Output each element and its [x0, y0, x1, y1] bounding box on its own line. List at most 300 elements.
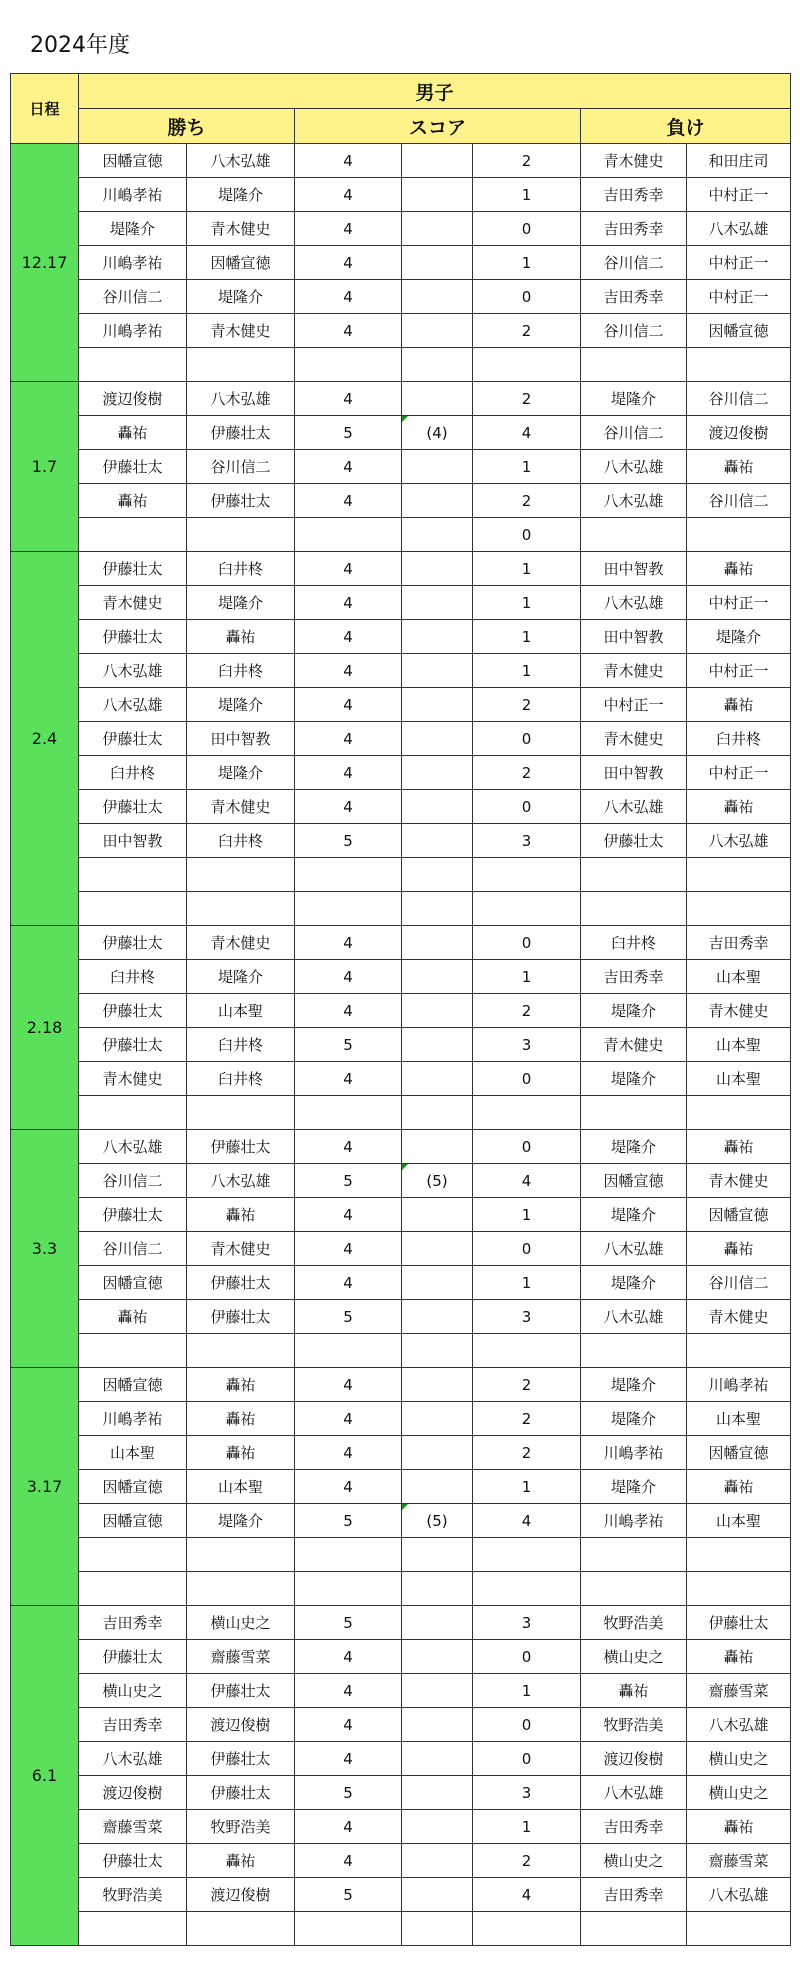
session-date: 12.17 [11, 144, 79, 382]
match-row [11, 450, 791, 484]
loser-1-cell: 堤隆介 [581, 1266, 687, 1300]
score-winner-cell: 4 [295, 756, 402, 790]
score-winner-cell: 4 [295, 178, 402, 212]
winner-2-cell: 伊藤壮太 [187, 416, 295, 450]
loser-1-cell [581, 858, 687, 892]
score-winner-cell: 5 [295, 1028, 402, 1062]
score-loser-cell: 4 [473, 1878, 581, 1912]
match-row [11, 178, 791, 212]
match-row [11, 1606, 791, 1640]
score-extra-cell [402, 280, 473, 314]
loser-2-cell: 青木健史 [687, 1164, 791, 1198]
winner-2-cell: 青木健史 [187, 1232, 295, 1266]
winner-1-cell: 山本聖 [79, 1436, 187, 1470]
match-row [11, 1300, 791, 1334]
winner-2-cell: 因幡宣徳 [187, 246, 295, 280]
score-winner-cell: 5 [295, 1300, 402, 1334]
winner-2-cell: 伊藤壮太 [187, 1674, 295, 1708]
score-winner-cell: 4 [295, 994, 402, 1028]
score-loser-cell: 0 [473, 790, 581, 824]
winner-1-cell: 因幡宣徳 [79, 1266, 187, 1300]
winner-1-cell: 伊藤壮太 [79, 1640, 187, 1674]
match-row [11, 756, 791, 790]
loser-2-cell: 轟祐 [687, 1470, 791, 1504]
match-row [11, 790, 791, 824]
score-extra-cell [402, 994, 473, 1028]
match-row [11, 1062, 791, 1096]
score-loser-cell: 4 [473, 1164, 581, 1198]
match-row [11, 824, 791, 858]
match-row [11, 1504, 791, 1538]
score-extra-cell [402, 1130, 473, 1164]
winner-1-cell [79, 348, 187, 382]
score-winner-cell [295, 1334, 402, 1368]
winner-1-cell: 渡辺俊樹 [79, 1776, 187, 1810]
loser-1-cell [581, 1096, 687, 1130]
loser-2-cell: 谷川信二 [687, 382, 791, 416]
match-row [11, 1844, 791, 1878]
winner-2-cell: 轟祐 [187, 620, 295, 654]
score-loser-cell: 3 [473, 1300, 581, 1334]
winner-1-cell [79, 1334, 187, 1368]
score-winner-cell: 5 [295, 1878, 402, 1912]
loser-1-cell [581, 1538, 687, 1572]
loser-1-cell: 青木健史 [581, 722, 687, 756]
score-winner-cell: 4 [295, 1708, 402, 1742]
score-extra-cell [402, 1912, 473, 1946]
score-loser-cell: 0 [473, 518, 581, 552]
match-row [11, 1028, 791, 1062]
score-extra-cell [402, 450, 473, 484]
match-row [11, 1402, 791, 1436]
winner-1-cell: 轟祐 [79, 416, 187, 450]
match-row [11, 620, 791, 654]
winner-1-cell: 因幡宣徳 [79, 144, 187, 178]
match-row [11, 212, 791, 246]
loser-2-cell: 齋藤雪菜 [687, 1674, 791, 1708]
score-winner-cell: 5 [295, 824, 402, 858]
loser-1-cell: 谷川信二 [581, 314, 687, 348]
loser-2-cell: 臼井柊 [687, 722, 791, 756]
loser-2-cell: 因幡宣徳 [687, 314, 791, 348]
match-row [11, 1776, 791, 1810]
score-loser-cell: 1 [473, 1266, 581, 1300]
loser-2-cell: 和田庄司 [687, 144, 791, 178]
score-loser-cell: 3 [473, 1606, 581, 1640]
score-loser-cell: 2 [473, 382, 581, 416]
winner-2-cell: 臼井柊 [187, 654, 295, 688]
score-winner-cell: 4 [295, 1810, 402, 1844]
loser-1-cell: 横山史之 [581, 1844, 687, 1878]
winner-2-cell: 臼井柊 [187, 552, 295, 586]
match-row [11, 1708, 791, 1742]
loser-1-cell: 臼井柊 [581, 926, 687, 960]
winner-2-cell: 八木弘雄 [187, 144, 295, 178]
score-extra-cell [402, 586, 473, 620]
results-table [10, 73, 791, 1946]
score-winner-cell: 4 [295, 1470, 402, 1504]
loser-2-cell: 中村正一 [687, 280, 791, 314]
score-winner-cell: 4 [295, 552, 402, 586]
match-row [11, 1198, 791, 1232]
score-loser-cell [473, 348, 581, 382]
score-loser-cell: 2 [473, 688, 581, 722]
winner-2-cell: 渡辺俊樹 [187, 1708, 295, 1742]
loser-2-cell [687, 858, 791, 892]
score-extra-cell [402, 1028, 473, 1062]
score-extra-cell [402, 756, 473, 790]
loser-2-cell [687, 1572, 791, 1606]
session-date: 2.4 [11, 552, 79, 926]
score-loser-cell: 4 [473, 416, 581, 450]
score-loser-cell: 0 [473, 280, 581, 314]
winner-1-cell: 伊藤壮太 [79, 1844, 187, 1878]
score-winner-cell: 4 [295, 484, 402, 518]
score-extra-cell [402, 314, 473, 348]
match-row [11, 1232, 791, 1266]
loser-1-cell: 伊藤壮太 [581, 824, 687, 858]
score-winner-cell: 4 [295, 654, 402, 688]
match-row [11, 1266, 791, 1300]
winner-2-cell: 轟祐 [187, 1844, 295, 1878]
loser-2-cell [687, 518, 791, 552]
match-row [11, 858, 791, 892]
winner-1-cell: 川嶋孝祐 [79, 178, 187, 212]
loser-1-cell [581, 1572, 687, 1606]
loser-1-cell: 八木弘雄 [581, 586, 687, 620]
score-extra-cell [402, 1572, 473, 1606]
winner-2-cell [187, 1538, 295, 1572]
session-date: 6.1 [11, 1606, 79, 1946]
score-winner-cell: 4 [295, 1742, 402, 1776]
score-extra-cell: (5) [402, 1164, 473, 1198]
loser-1-cell: 田中智教 [581, 620, 687, 654]
winner-2-cell: 横山史之 [187, 1606, 295, 1640]
score-winner-cell: 4 [295, 450, 402, 484]
loser-2-cell: 八木弘雄 [687, 212, 791, 246]
score-extra-cell [402, 382, 473, 416]
loser-1-cell: 横山史之 [581, 1640, 687, 1674]
score-loser-cell: 2 [473, 144, 581, 178]
winner-2-cell [187, 348, 295, 382]
score-extra-cell [402, 484, 473, 518]
score-loser-cell: 1 [473, 1674, 581, 1708]
score-loser-cell: 1 [473, 1810, 581, 1844]
score-extra-cell: (4) [402, 416, 473, 450]
score-winner-cell: 4 [295, 1198, 402, 1232]
score-extra-cell [402, 552, 473, 586]
score-loser-cell: 0 [473, 1232, 581, 1266]
loser-2-cell: 青木健史 [687, 994, 791, 1028]
winner-2-cell [187, 1912, 295, 1946]
score-winner-cell: 4 [295, 722, 402, 756]
score-loser-cell: 1 [473, 654, 581, 688]
score-loser-cell: 0 [473, 1130, 581, 1164]
winner-1-cell: 伊藤壮太 [79, 1198, 187, 1232]
winner-1-cell: 川嶋孝祐 [79, 246, 187, 280]
score-loser-cell: 1 [473, 960, 581, 994]
score-extra-cell [402, 1402, 473, 1436]
score-extra-cell [402, 1606, 473, 1640]
loser-1-cell: 堤隆介 [581, 994, 687, 1028]
loser-2-cell: 山本聖 [687, 1504, 791, 1538]
match-row [11, 1742, 791, 1776]
match-row [11, 1130, 791, 1164]
loser-2-cell: 中村正一 [687, 246, 791, 280]
score-winner-cell [295, 858, 402, 892]
session-date: 3.17 [11, 1368, 79, 1606]
loser-2-cell: 中村正一 [687, 586, 791, 620]
loser-2-cell: 青木健史 [687, 1300, 791, 1334]
winner-2-cell: 伊藤壮太 [187, 484, 295, 518]
winner-2-cell: 堤隆介 [187, 1504, 295, 1538]
match-row [11, 1436, 791, 1470]
score-winner-cell: 5 [295, 416, 402, 450]
winner-2-cell: 青木健史 [187, 926, 295, 960]
header-date: 日程 [11, 74, 79, 144]
score-loser-cell: 3 [473, 824, 581, 858]
loser-2-cell: 山本聖 [687, 1402, 791, 1436]
loser-1-cell: 八木弘雄 [581, 484, 687, 518]
loser-2-cell: 因幡宣徳 [687, 1436, 791, 1470]
loser-2-cell: 八木弘雄 [687, 824, 791, 858]
winner-1-cell [79, 518, 187, 552]
header-loss: 負け [581, 109, 791, 144]
loser-2-cell: 轟祐 [687, 552, 791, 586]
loser-1-cell: 堤隆介 [581, 1470, 687, 1504]
winner-2-cell: 山本聖 [187, 994, 295, 1028]
winner-2-cell: 青木健史 [187, 314, 295, 348]
score-loser-cell: 2 [473, 1402, 581, 1436]
winner-2-cell: 堤隆介 [187, 960, 295, 994]
score-loser-cell: 0 [473, 1742, 581, 1776]
loser-1-cell: 八木弘雄 [581, 450, 687, 484]
winner-1-cell: 轟祐 [79, 484, 187, 518]
loser-1-cell: 八木弘雄 [581, 1776, 687, 1810]
loser-2-cell: 轟祐 [687, 1130, 791, 1164]
score-winner-cell: 4 [295, 212, 402, 246]
score-winner-cell: 4 [295, 1232, 402, 1266]
winner-1-cell: 伊藤壮太 [79, 790, 187, 824]
winner-2-cell: 齋藤雪菜 [187, 1640, 295, 1674]
loser-2-cell: 横山史之 [687, 1742, 791, 1776]
match-row [11, 382, 791, 416]
loser-2-cell [687, 1096, 791, 1130]
score-loser-cell [473, 1334, 581, 1368]
score-winner-cell [295, 1912, 402, 1946]
score-winner-cell: 4 [295, 960, 402, 994]
score-loser-cell: 2 [473, 1436, 581, 1470]
score-extra-cell [402, 1198, 473, 1232]
winner-1-cell: 谷川信二 [79, 280, 187, 314]
match-row [11, 416, 791, 450]
match-row [11, 1470, 791, 1504]
score-loser-cell: 1 [473, 620, 581, 654]
winner-1-cell [79, 1538, 187, 1572]
winner-2-cell [187, 1334, 295, 1368]
score-extra-cell [402, 1640, 473, 1674]
score-extra-cell [402, 1844, 473, 1878]
winner-1-cell: 伊藤壮太 [79, 722, 187, 756]
score-extra-cell [402, 1878, 473, 1912]
match-row [11, 1334, 791, 1368]
score-winner-cell: 4 [295, 586, 402, 620]
score-extra-cell [402, 212, 473, 246]
score-loser-cell: 0 [473, 212, 581, 246]
match-row [11, 926, 791, 960]
match-row [11, 1538, 791, 1572]
loser-2-cell: 山本聖 [687, 1028, 791, 1062]
score-loser-cell: 0 [473, 1708, 581, 1742]
score-extra-cell [402, 1776, 473, 1810]
loser-2-cell: 川嶋孝祐 [687, 1368, 791, 1402]
winner-1-cell: 臼井柊 [79, 756, 187, 790]
match-row [11, 994, 791, 1028]
winner-2-cell: 谷川信二 [187, 450, 295, 484]
loser-1-cell: 吉田秀幸 [581, 960, 687, 994]
score-winner-cell: 4 [295, 1436, 402, 1470]
loser-1-cell: 谷川信二 [581, 246, 687, 280]
winner-2-cell: 臼井柊 [187, 1062, 295, 1096]
score-extra-cell [402, 1368, 473, 1402]
loser-2-cell: 八木弘雄 [687, 1878, 791, 1912]
loser-2-cell: 中村正一 [687, 654, 791, 688]
winner-1-cell: 因幡宣徳 [79, 1368, 187, 1402]
loser-1-cell: 中村正一 [581, 688, 687, 722]
match-row [11, 314, 791, 348]
loser-1-cell: 牧野浩美 [581, 1708, 687, 1742]
score-winner-cell: 4 [295, 144, 402, 178]
loser-1-cell: 川嶋孝祐 [581, 1504, 687, 1538]
score-extra-cell [402, 688, 473, 722]
winner-1-cell: 横山史之 [79, 1674, 187, 1708]
score-winner-cell: 4 [295, 688, 402, 722]
score-extra-cell [402, 1096, 473, 1130]
score-winner-cell [295, 1096, 402, 1130]
winner-1-cell: 轟祐 [79, 1300, 187, 1334]
match-row [11, 348, 791, 382]
winner-2-cell: 八木弘雄 [187, 1164, 295, 1198]
loser-2-cell [687, 1912, 791, 1946]
score-extra-cell [402, 960, 473, 994]
loser-2-cell: 堤隆介 [687, 620, 791, 654]
winner-1-cell: 伊藤壮太 [79, 994, 187, 1028]
winner-1-cell: 川嶋孝祐 [79, 1402, 187, 1436]
loser-2-cell: 山本聖 [687, 1062, 791, 1096]
score-loser-cell: 2 [473, 756, 581, 790]
loser-1-cell: 谷川信二 [581, 416, 687, 450]
score-extra-cell [402, 348, 473, 382]
winner-1-cell: 八木弘雄 [79, 1130, 187, 1164]
session-date: 3.3 [11, 1130, 79, 1368]
score-winner-cell: 4 [295, 1266, 402, 1300]
score-winner-cell: 4 [295, 314, 402, 348]
winner-1-cell: 伊藤壮太 [79, 1028, 187, 1062]
winner-2-cell [187, 858, 295, 892]
loser-1-cell: 川嶋孝祐 [581, 1436, 687, 1470]
score-extra-cell [402, 1538, 473, 1572]
score-extra-cell [402, 1436, 473, 1470]
loser-1-cell [581, 892, 687, 926]
winner-2-cell: 轟祐 [187, 1198, 295, 1232]
winner-2-cell: 轟祐 [187, 1368, 295, 1402]
match-row [11, 518, 791, 552]
loser-1-cell: 八木弘雄 [581, 790, 687, 824]
score-loser-cell: 1 [473, 178, 581, 212]
score-extra-cell [402, 1742, 473, 1776]
winner-2-cell: 牧野浩美 [187, 1810, 295, 1844]
winner-2-cell: 堤隆介 [187, 280, 295, 314]
score-extra-cell [402, 1232, 473, 1266]
winner-1-cell: 八木弘雄 [79, 688, 187, 722]
loser-2-cell: 中村正一 [687, 756, 791, 790]
winner-2-cell [187, 892, 295, 926]
winner-1-cell: 堤隆介 [79, 212, 187, 246]
loser-2-cell [687, 892, 791, 926]
loser-1-cell [581, 1334, 687, 1368]
loser-1-cell: 吉田秀幸 [581, 1878, 687, 1912]
score-loser-cell: 1 [473, 1198, 581, 1232]
loser-1-cell: 堤隆介 [581, 1062, 687, 1096]
match-row [11, 1674, 791, 1708]
score-winner-cell: 4 [295, 1402, 402, 1436]
winner-2-cell: 伊藤壮太 [187, 1300, 295, 1334]
header-win: 勝ち [79, 109, 295, 144]
score-extra-cell [402, 144, 473, 178]
match-row [11, 484, 791, 518]
score-extra-cell [402, 518, 473, 552]
score-extra-cell [402, 1708, 473, 1742]
score-loser-cell [473, 1096, 581, 1130]
score-winner-cell [295, 518, 402, 552]
loser-1-cell: 青木健史 [581, 654, 687, 688]
score-winner-cell: 4 [295, 790, 402, 824]
winner-2-cell: 堤隆介 [187, 178, 295, 212]
winner-1-cell [79, 1912, 187, 1946]
score-winner-cell: 5 [295, 1504, 402, 1538]
winner-1-cell: 伊藤壮太 [79, 620, 187, 654]
loser-2-cell: 伊藤壮太 [687, 1606, 791, 1640]
score-extra-cell [402, 1470, 473, 1504]
score-loser-cell: 2 [473, 314, 581, 348]
match-row [11, 1810, 791, 1844]
match-row [11, 688, 791, 722]
score-extra-cell [402, 1674, 473, 1708]
loser-1-cell: 堤隆介 [581, 1368, 687, 1402]
loser-2-cell: 轟祐 [687, 1232, 791, 1266]
loser-2-cell: 渡辺俊樹 [687, 416, 791, 450]
winner-2-cell [187, 518, 295, 552]
score-extra-cell [402, 1334, 473, 1368]
match-row [11, 552, 791, 586]
winner-2-cell: 堤隆介 [187, 688, 295, 722]
match-row [11, 246, 791, 280]
match-row [11, 654, 791, 688]
loser-2-cell: 谷川信二 [687, 484, 791, 518]
score-loser-cell: 3 [473, 1028, 581, 1062]
score-extra-cell [402, 620, 473, 654]
loser-1-cell: 堤隆介 [581, 382, 687, 416]
winner-2-cell [187, 1572, 295, 1606]
score-winner-cell: 5 [295, 1776, 402, 1810]
winner-1-cell: 伊藤壮太 [79, 552, 187, 586]
winner-2-cell: 伊藤壮太 [187, 1130, 295, 1164]
winner-2-cell: 伊藤壮太 [187, 1742, 295, 1776]
loser-1-cell: 因幡宣徳 [581, 1164, 687, 1198]
score-extra-cell [402, 858, 473, 892]
score-winner-cell: 4 [295, 1640, 402, 1674]
loser-2-cell: 横山史之 [687, 1776, 791, 1810]
